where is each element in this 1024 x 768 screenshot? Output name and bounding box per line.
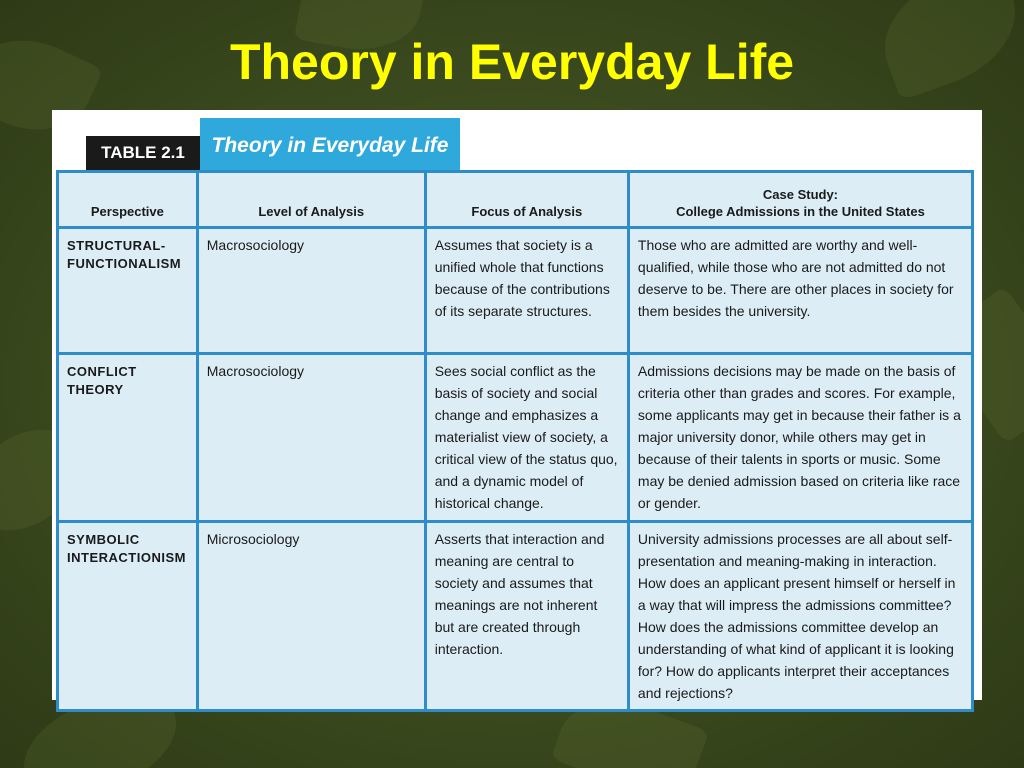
- cell-level: Microsociology: [197, 522, 425, 711]
- cell-case-study: University admissions processes are all about self-presentation and meaning-making in interaction. How does an applicant present himself or herself in a way that will impress the admissions committee? How does the admissions committee develop an understanding of what kind of applicant it is looking for? How do applicants interpret their acceptances and rejections?: [628, 522, 972, 711]
- table-heading: Theory in Everyday Life: [200, 118, 460, 170]
- header-case-study-line2: College Admissions in the United States: [676, 204, 925, 219]
- cell-perspective: CONFLICT THEORY: [58, 354, 198, 522]
- slide-title: Theory in Everyday Life: [229, 34, 795, 90]
- table-panel: [52, 110, 982, 700]
- cell-focus: Assumes that society is a unified whole that functions because of the contributions of its separate structures.: [425, 228, 628, 354]
- cell-level: Macrosociology: [197, 354, 425, 522]
- table-row: [58, 354, 973, 522]
- header-perspective: Perspective: [58, 172, 198, 228]
- header-level-of-analysis: Level of Analysis: [197, 172, 425, 228]
- cell-case-study: Admissions decisions may be made on the basis of criteria other than grades and scores. For example, some applicants may get in because their father is a major university donor, while others may get in because of their talents in sports or music. Some may be denied admission based on criteria like race or gender.: [628, 354, 972, 522]
- cell-focus: Sees social conflict as the basis of society and social change and emphasizes a materialist view of society, a critical view of the status quo, and a dynamic model of historical change.: [425, 354, 628, 522]
- table-number-label: TABLE 2.1: [86, 136, 200, 170]
- table-header-row: [58, 172, 973, 228]
- cell-focus: Asserts that interaction and meaning are central to society and assumes that meanings are not inherent but are created through interaction.: [425, 522, 628, 711]
- header-focus-of-analysis: Focus of Analysis: [425, 172, 628, 228]
- theory-table: [56, 170, 974, 712]
- table-row: [58, 228, 973, 354]
- cell-case-study: Those who are admitted are worthy and well-qualified, while those who are not admitted do not deserve to be. There are other places in society for them besides the university.: [628, 228, 972, 354]
- cell-perspective: STRUCTURAL-FUNCTIONALISM: [58, 228, 198, 354]
- header-case-study: [628, 172, 972, 228]
- header-case-study-line1: Case Study:: [762, 187, 839, 202]
- cell-perspective: SYMBOLIC INTERACTIONISM: [58, 522, 198, 711]
- table-row: [58, 522, 973, 711]
- cell-level: Macrosociology: [197, 228, 425, 354]
